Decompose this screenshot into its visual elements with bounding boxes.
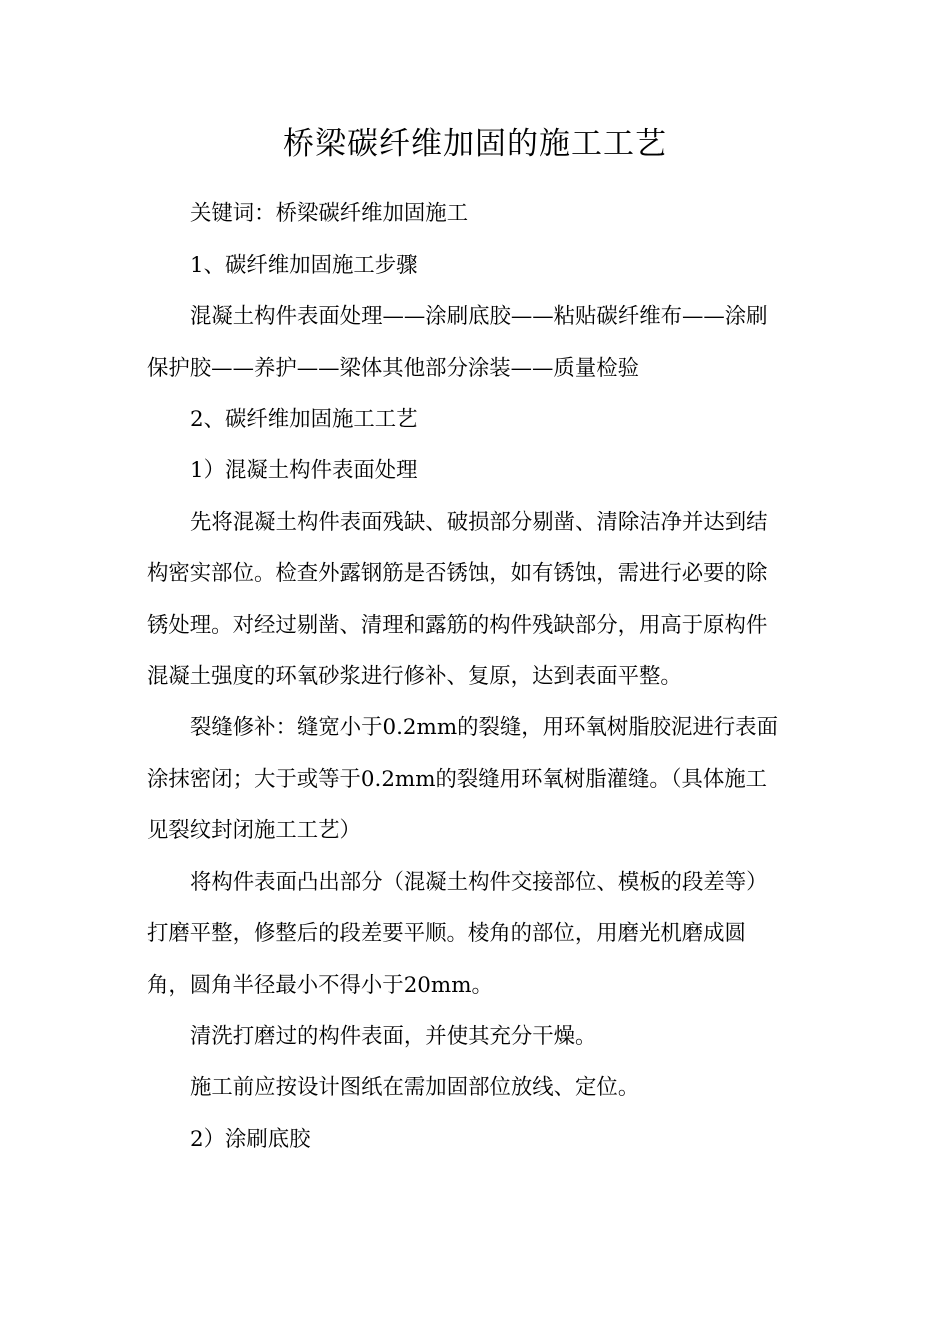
paragraph-line: 施工前应按设计图纸在需加固部位放线、定位。: [190, 1075, 640, 1100]
document-title: 桥梁碳纤维加固的施工工艺: [283, 126, 667, 162]
paragraph-line: 涂抹密闭；大于或等于0.2mm的裂缝用环氧树脂灌缝。（具体施工: [147, 767, 768, 792]
paragraph-line: 见裂纹封闭施工工艺）: [147, 818, 361, 843]
keywords-line: 关键词：桥梁碳纤维加固施工: [190, 201, 469, 226]
paragraph-line: 构密实部位。检查外露钢筋是否锈蚀，如有锈蚀，需进行必要的除: [147, 561, 768, 586]
paragraph-line: 将构件表面凸出部分（混凝土构件交接部位、模板的段差等）: [190, 870, 768, 895]
paragraph-line: 混凝土构件表面处理——涂刷底胶——粘贴碳纤维布——涂刷: [190, 304, 768, 329]
section-heading: 2、碳纤维加固施工工艺: [190, 407, 418, 432]
paragraph-line: 角，圆角半径最小不得小于20mm。: [147, 973, 493, 998]
paragraph-line: 清洗打磨过的构件表面，并使其充分干燥。: [190, 1024, 597, 1049]
subsection-heading: 1）混凝土构件表面处理: [190, 458, 418, 483]
paragraph-line: 裂缝修补：缝宽小于0.2mm的裂缝，用环氧树脂胶泥进行表面: [190, 715, 778, 740]
paragraph-line: 锈处理。对经过剔凿、清理和露筋的构件残缺部分，用高于原构件: [147, 613, 768, 638]
paragraph-line: 混凝土强度的环氧砂浆进行修补、复原，达到表面平整。: [147, 664, 682, 689]
section-heading: 1、碳纤维加固施工步骤: [190, 253, 418, 278]
paragraph-line: 保护胶——养护——梁体其他部分涂装——质量检验: [147, 356, 639, 381]
paragraph-line: 打磨平整，修整后的段差要平顺。棱角的部位，用磨光机磨成圆: [147, 921, 746, 946]
subsection-heading: 2）涂刷底胶: [190, 1127, 311, 1152]
paragraph-line: 先将混凝土构件表面残缺、破损部分剔凿、清除洁净并达到结: [190, 510, 768, 535]
